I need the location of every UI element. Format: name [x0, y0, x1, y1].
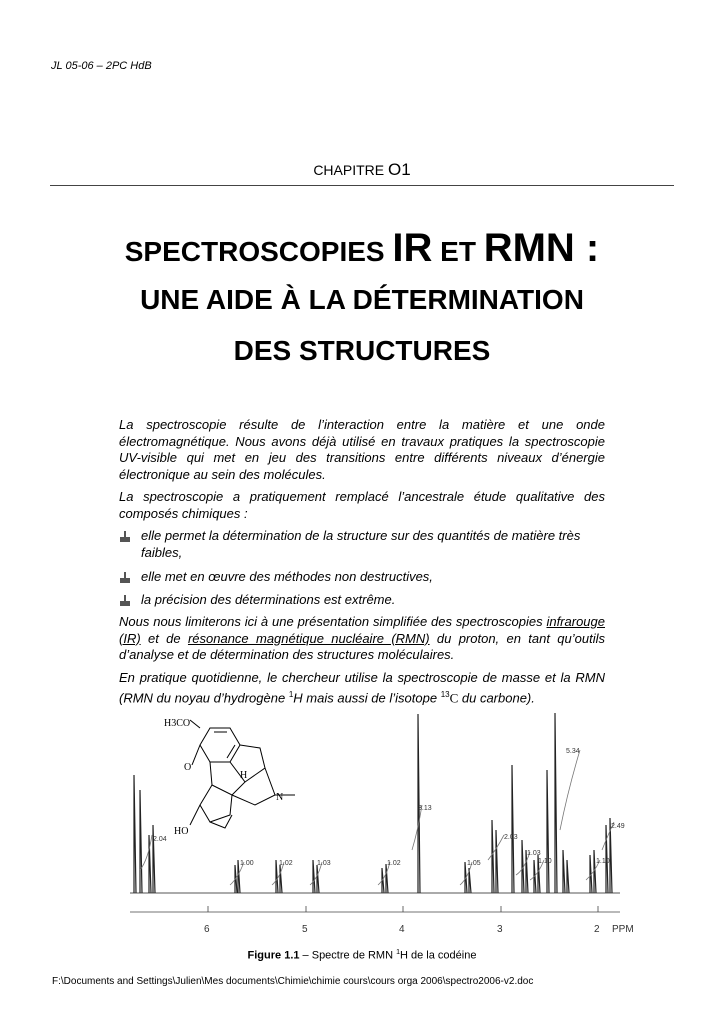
integration-label: 2.04	[153, 836, 167, 843]
molecule-label-ho: HO	[174, 826, 189, 837]
title-line-2: UNE AIDE À LA DÉTERMINATION	[140, 284, 584, 315]
paragraph-replacement: La spectroscopie a pratiquement remplacé l’ancestrale étude qualitative des composés chimiques :	[119, 489, 605, 521]
axis-unit-label: PPM	[612, 924, 634, 935]
axis-tick-label: 3	[497, 924, 503, 935]
bullet-item	[119, 592, 621, 610]
peak	[590, 850, 596, 893]
peak	[492, 820, 498, 893]
footer-file-path: F:\Documents and Settings\Julien\Mes documents\Chimie\chimie cours\cours orga 2006\spectro2006-v2.doc	[52, 976, 534, 987]
paragraph-intro: La spectroscopie résulte de l’interaction entre la matière et une onde électromagnétique. Nous avons déjà utilisé en travaux pratiques la spectroscopie UV-visible qui met en jeu des transitions entre différents niveaux d’énergie électronique au sein des molécules.	[119, 417, 605, 482]
p4-sup-13: 13	[440, 689, 450, 699]
title-word-et: ET	[440, 236, 476, 267]
peak	[418, 714, 420, 893]
chapter-number: O1	[388, 160, 411, 179]
molecule-label-methoxy: H3CO	[164, 718, 191, 729]
integration-label: 1.02	[279, 860, 293, 867]
caption-end: H de la codéine	[400, 949, 477, 962]
peak	[563, 850, 569, 893]
axis-tick-label: 6	[204, 924, 210, 935]
molecule-label-h: H	[240, 770, 248, 781]
p4-text-end: du carbone).	[458, 689, 535, 705]
title-word-ir: IR	[392, 226, 433, 270]
p3-rmn-term: résonance magnétique nucléaire (RMN)	[187, 630, 430, 646]
paragraph-scope	[119, 614, 605, 664]
title-word-spectroscopies: SPECTROSCOPIES	[124, 236, 385, 267]
bullet-item	[119, 528, 621, 562]
heading-divider	[50, 185, 674, 186]
peak	[512, 765, 514, 893]
spectrum-peaks	[134, 713, 612, 893]
p4-carbon: C	[449, 689, 459, 705]
integration-label: 2.49	[611, 823, 625, 830]
peak	[382, 864, 388, 893]
peak	[140, 790, 142, 893]
p3-text-c: du proton, en tant qu’outils d’analyse et de détermination des structures moléculaires.	[119, 630, 605, 662]
peak	[134, 775, 136, 893]
title-word-rmn: RMN :	[483, 226, 600, 270]
p4-sup-1: 1	[288, 689, 294, 699]
pointing-hand-bullet-icon	[119, 595, 131, 607]
integration-label: 1.02	[387, 860, 401, 867]
pointing-hand-bullet-icon	[119, 572, 131, 584]
integration-label: 1.10	[596, 858, 610, 865]
integration-label: 1.05	[467, 860, 481, 867]
bullet-item	[119, 569, 621, 587]
bullet-text: elle permet la détermination de la structure sur des quantités de matière très faibles,	[141, 528, 581, 560]
integration-label: 2.03	[504, 834, 518, 841]
figure-caption	[0, 949, 724, 962]
bullet-text: elle met en œuvre des méthodes non destructives,	[141, 569, 433, 584]
header-reference: JL 05-06 – 2PC HdB	[51, 60, 152, 72]
title-line-3: DES STRUCTURES	[233, 335, 491, 366]
p3-ir-term: infrarouge (IR)	[119, 614, 605, 646]
title-line-1	[0, 226, 724, 271]
peak	[555, 713, 557, 893]
ppm-axis	[130, 906, 620, 912]
peak	[522, 840, 528, 893]
bullet-text: la précision des déterminations est extrême.	[141, 592, 396, 607]
axis-tick-label: 4	[399, 924, 405, 935]
peak	[547, 770, 549, 893]
axis-tick-label: 5	[302, 924, 308, 935]
axis-tick-label: 2	[594, 924, 600, 935]
paragraph-practice	[119, 670, 605, 706]
pointing-hand-bullet-icon	[119, 531, 131, 543]
molecule-label-n: N	[276, 792, 284, 803]
p4-text-h: H mais aussi de l’isotope	[293, 689, 441, 705]
integration-label: 1.03	[317, 860, 331, 867]
integration-label: 5.34	[566, 748, 580, 755]
integration-label: 1.00	[240, 860, 254, 867]
molecule-label-ether-o: O	[184, 762, 192, 773]
integration-label: 1.10	[538, 858, 552, 865]
integration-label: 3.13	[418, 805, 432, 812]
caption-label: Figure 1.1	[247, 949, 300, 962]
chapter-label: CHAPITRE	[313, 162, 385, 178]
caption-text: – Spectre de RMN	[299, 949, 397, 962]
integration-label: 1.03	[527, 850, 541, 857]
p4-text-a: En pratique quotidienne, le chercheur utilise la spectroscopie de masse et la RMN (RMN du noyau d’hydrogène	[119, 670, 605, 705]
chapter-heading	[0, 160, 724, 180]
p3-text-b: et de	[140, 630, 188, 646]
p3-text-a: Nous nous limiterons ici à une présentation simplifiée des spectroscopies	[119, 614, 547, 629]
nmr-spectrum-figure	[120, 710, 640, 945]
caption-sup: 1	[396, 949, 400, 956]
